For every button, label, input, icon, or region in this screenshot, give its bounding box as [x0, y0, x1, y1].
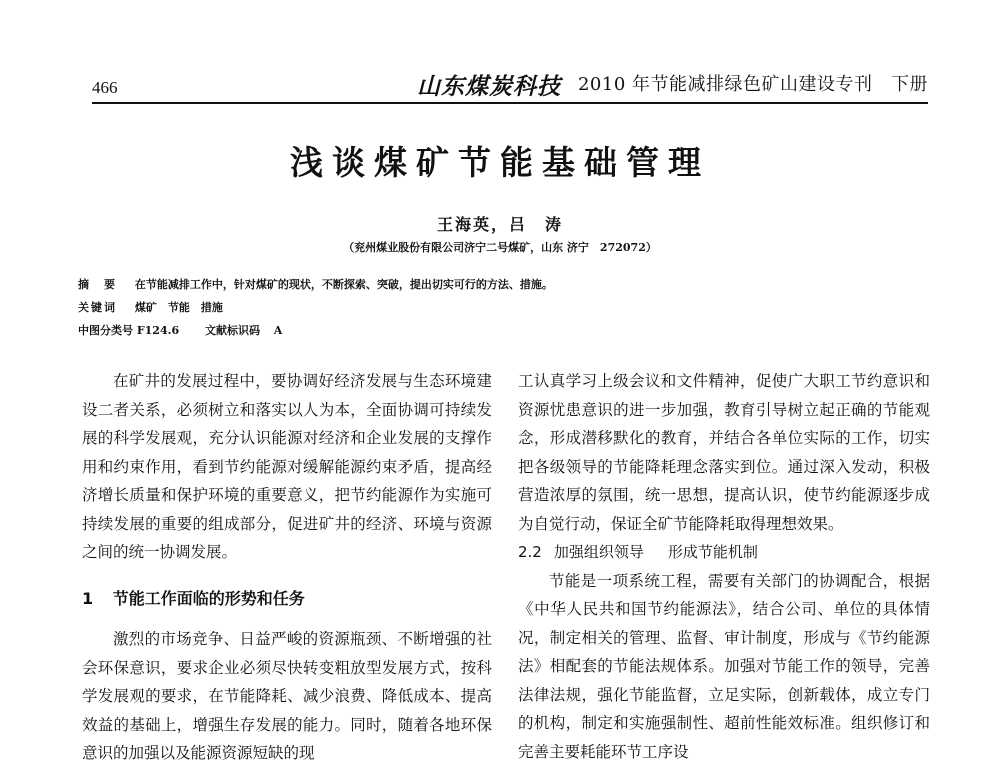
clc-code: F124.6 [136, 324, 180, 337]
journal-name: 山东煤炭科技 [417, 73, 561, 100]
doc-code: A [273, 324, 283, 337]
abstract-text: 在节能减排工作中，针对煤矿的现状，不断探索、突破，提出切实可行的方法、措施。 [134, 278, 553, 291]
keywords-text: 煤矿 节能 措施 [134, 301, 223, 314]
intro-paragraph: 在矿井的发展过程中，要协调好经济发展与生态环境建设二者关系，必须树立和落实以人为本，全面协调可持续发展的科学发展观，充分认识能源对经济和企业发展的支撑作用和约束作用，看到节约能源对缓解能源约束矛盾，提高经济增长质量和保护环境的重要意义，把节约能源作为实施可持续发展的重要的组成部分，促进矿井的经济、环境与资源之间的统一协调发展。 [82, 372, 492, 561]
article-title: 浅谈煤矿节能基础管理 [290, 143, 710, 182]
clc-label: 中图分类号 [78, 324, 133, 337]
running-header [92, 62, 928, 104]
section-1-title: 节能工作面临的形势和任务 [112, 588, 305, 608]
section-2-2-title-b: 形成节能机制 [667, 543, 758, 561]
right-column [518, 367, 930, 766]
section-1-paragraph: 激烈的市场竞争、日益严峻的资源瓶颈、不断增强的社会环保意识，要求企业必须尽快转变粗放型发展方式，按科学发展观的要求，在节能降耗、减少浪费、降低成本、提高效益的基础上，增强生存发展的能力。同时，随着各地环保意识的加强以及能源资源短缺的现 [82, 630, 492, 762]
section-2-2-title-a: 加强组织领导 [553, 543, 644, 561]
issue-info: 2010 年节能减排绿色矿山建设专刊 下册 [577, 74, 928, 95]
page-number: 466 [92, 78, 118, 97]
continuation-paragraph: 工认真学习上级会议和文件精神，促使广大职工节约意识和资源忧患意识的进一步加强，教育引导树立起正确的节能观念，形成潜移默化的教育，并结合各单位实际的工作，切实把各级领导的节能降耗理念落实到位。通过深入发动，积极营造浓厚的氛围，统一思想，提高认识，使节约能源逐步成为自觉行动，保证全矿节能降耗取得理想效果。 [518, 372, 930, 533]
keywords [78, 299, 223, 315]
section-2-2-heading [518, 538, 930, 567]
doc-code-label: 文献标识码 [204, 324, 260, 337]
section-2-2-number: 2.2 [518, 543, 542, 561]
section-1-heading [82, 585, 492, 614]
section-1-number: 1 [82, 588, 94, 608]
left-column [82, 367, 492, 768]
abstract [78, 276, 553, 292]
article-authors: 王海英，吕 涛 [436, 215, 563, 234]
classification [78, 322, 282, 338]
section-2-2-paragraph: 节能是一项系统工程，需要有关部门的协调配合，根据《中华人民共和国节约能源法》，结合公司、单位的具体情况，制定相关的管理、监督、审计制度，形成与《节约能源法》相配套的节能法规体系。加强对节能工作的领导，完善法律法规，强化节能监督，立足实际，创新载体，成立专门的机构，制定和实施强制性、超前性能效标准。组织修订和完善主要耗能环节工序设 [518, 571, 930, 761]
abstract-label: 摘 要 [78, 278, 117, 291]
keywords-label: 关键词 [78, 301, 117, 314]
author-affiliation: （兖州煤业股份有限公司济宁二号煤矿，山东 济宁 272072） [343, 241, 657, 254]
